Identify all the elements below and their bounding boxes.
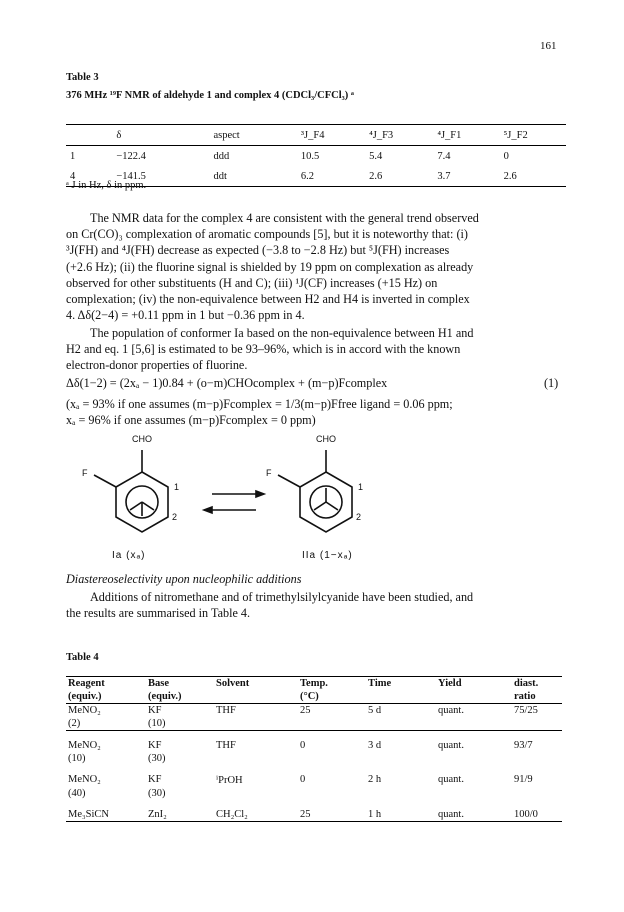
table3-caption: Table 3	[66, 72, 99, 83]
text-line: electron-donor properties of fluorine.	[66, 358, 248, 373]
solvent-cell: ⁱPrOH	[216, 775, 243, 786]
table-row	[66, 752, 562, 765]
table3-cell: −141.5	[112, 166, 209, 187]
table3-header-cell: ⁵J_F2	[500, 125, 566, 146]
section-title: Diastereoselectivity upon nucleophilic additions	[66, 572, 302, 586]
time-cell: 2 h	[368, 774, 382, 785]
temp-cell: 25	[300, 705, 311, 716]
table4-header-cell	[436, 690, 512, 704]
molecule-iia	[278, 450, 352, 532]
table3-cell: 3.7	[433, 166, 499, 187]
paragraph-conformer	[66, 325, 566, 374]
base-equiv-cell: (30)	[148, 788, 166, 799]
equation-number: (1)	[544, 376, 559, 390]
base-equiv-cell: (30)	[148, 753, 166, 764]
table3-footnote: ᵃ J in Hz, δ in ppm.	[66, 180, 147, 191]
text-line: The population of conformer Ia based on the non-equivalence between H1 and	[90, 326, 474, 340]
base-cell: KF	[148, 774, 162, 785]
text-line: (+2.6 Hz); (ii) the fluorine signal is shielded by 19 ppm on complexation as already	[66, 259, 474, 274]
table3-header-row	[66, 125, 566, 146]
table-row	[66, 704, 562, 718]
base-equiv-cell: (10)	[146, 717, 214, 731]
yield-cell: quant.	[438, 774, 464, 785]
paragraph-additions	[66, 589, 566, 621]
temp-cell: 0	[300, 774, 306, 785]
table3-cell: 2.6	[365, 166, 433, 187]
position-2-left: 2	[172, 512, 178, 522]
position-1-left: 1	[174, 482, 180, 492]
table4-header-cell: diast.	[512, 677, 562, 691]
solvent-cell: THF	[216, 705, 236, 716]
position-1-right: 1	[358, 482, 364, 492]
table3-title: 376 MHz ¹⁹F NMR of aldehyde 1 and complex 4 (CDCl₃/CFCl₃) ᵃ	[66, 90, 354, 101]
reagent-equiv-cell: (10)	[68, 753, 86, 764]
ratio-cell: 100/0	[512, 808, 562, 822]
table3-cell: ddt	[209, 166, 296, 187]
table3-cell: 5.4	[369, 150, 383, 162]
time-cell: 3 d	[368, 740, 382, 751]
table-row	[66, 773, 562, 787]
base-cell: KF	[148, 705, 162, 716]
table3-cell: 2.6	[500, 166, 566, 187]
table3-cell: ddd	[213, 150, 230, 162]
table3-cell: 4	[66, 166, 112, 187]
table4	[66, 676, 562, 822]
table-row	[66, 787, 562, 800]
text-line: H2 and eq. 1 [5,6] is estimated to be 93–96%, which is in accord with the known	[66, 342, 461, 357]
table3-cell: 7.4	[437, 150, 451, 162]
table3	[66, 124, 566, 187]
reagent-cell: MeNO₂	[68, 705, 101, 716]
text-line: the results are summarised in Table 4.	[66, 606, 251, 621]
table4-header-cell	[366, 690, 436, 704]
reagent-cell: MeNO₂	[68, 774, 101, 785]
text-line: 4. Δδ(2−4) = +0.11 ppm in 1 but −0.36 ppm in 4.	[66, 308, 305, 323]
solvent-cell: CH₂Cl₂	[214, 808, 298, 822]
f-label-right: F	[266, 468, 272, 478]
scheme-drawing	[60, 430, 460, 570]
equation: Δδ(1−2) = (2xₐ − 1)0.84 + (o−m)CHOcomplex + (m−p)Fcomplex	[66, 376, 388, 390]
text-line: The NMR data for the complex 4 are consistent with the general trend observed	[90, 211, 479, 225]
table3-cell: 1	[70, 150, 76, 162]
conformer-label-ia: Ia (xₐ)	[112, 550, 146, 561]
f-label-left: F	[82, 468, 88, 478]
table4-header-cell: (equiv.)	[146, 690, 214, 704]
reagent-cell: Me₃SiCN	[66, 808, 146, 822]
molecule-ia	[94, 450, 168, 532]
table-row	[66, 717, 562, 731]
table4-header-cell: (°C)	[298, 690, 366, 704]
reagent-equiv-cell: (2)	[66, 717, 146, 731]
table4-header-row	[66, 677, 562, 691]
table4-header-cell: Time	[366, 677, 436, 691]
solvent-cell: THF	[216, 740, 236, 751]
table4-header-cell: Reagent	[66, 677, 146, 691]
table4-header-row	[66, 690, 562, 704]
table4-header-cell: Temp.	[298, 677, 366, 691]
table3-cell: 0	[503, 150, 509, 162]
table4-header-cell: Base	[146, 677, 214, 691]
text-line: xₐ = 96% if one assumes (m−p)Fcomplex = 0 ppm)	[66, 413, 316, 428]
table3-header-cell: ⁴J_F3	[365, 125, 433, 146]
reagent-equiv-cell: (40)	[68, 788, 86, 799]
text-line: ³J(FH) and ⁴J(FH) decrease as expected (−3.8 to −2.8 Hz) but ⁵J(FH) increases	[66, 243, 450, 258]
table4-header-cell: Yield	[436, 677, 512, 691]
table3-header-cell: ³J_F4	[297, 125, 365, 146]
conformer-scheme	[60, 430, 460, 570]
ratio-cell: 91/9	[514, 774, 533, 785]
table3-header-cell	[66, 125, 112, 146]
time-cell: 5 d	[368, 705, 382, 716]
text-line: Additions of nitromethane and of trimethylsilylcyanide have been studied, and	[90, 590, 474, 604]
text-line: (xₐ = 93% if one assumes (m−p)Fcomplex = 1/3(m−p)Ffree ligand = 0.06 ppm;	[66, 397, 453, 411]
conformer-label-iia: IIa (1−xₐ)	[302, 550, 353, 561]
table4-header-cell: Solvent	[214, 677, 298, 691]
table3-cell: 6.2	[297, 166, 365, 187]
reagent-cell: MeNO₂	[68, 740, 101, 751]
table4-caption: Table 4	[66, 652, 99, 663]
ratio-cell: 93/7	[514, 740, 533, 751]
yield-cell: quant.	[438, 705, 464, 716]
table4-header-cell	[214, 690, 298, 704]
table-row	[66, 146, 566, 167]
table-row	[66, 808, 562, 822]
table3-header-cell: ⁴J_F1	[433, 125, 499, 146]
table4-header-cell: (equiv.)	[66, 690, 146, 704]
cho-label-right: CHO	[316, 434, 336, 444]
page-number: 161	[540, 40, 557, 52]
position-2-right: 2	[356, 512, 362, 522]
yield-cell: quant.	[438, 740, 464, 751]
table3-header-cell: δ	[112, 125, 209, 146]
text-line: complexation; (iv) the non-equivalence between H2 and H4 is inverted in complex	[66, 292, 470, 307]
time-cell: 1 h	[366, 808, 436, 822]
temp-cell: 0	[300, 740, 306, 751]
yield-cell: quant.	[436, 808, 512, 822]
text-line: observed for other substituents (H and C); (iii) ¹J(CF) increases (+15 Hz) on	[66, 275, 438, 290]
table-row	[66, 739, 562, 752]
base-cell: KF	[148, 740, 162, 751]
equation-note	[66, 396, 566, 428]
table3-header-cell: aspect	[209, 125, 296, 146]
paragraph-nmr	[66, 210, 566, 323]
ratio-cell: 75/25	[514, 705, 538, 716]
base-cell: ZnI₂	[146, 808, 214, 822]
text-line: on Cr(CO)₃ complexation of aromatic compounds [5], but it is noteworthy that: (i)	[66, 227, 468, 242]
table3-cell: 10.5	[300, 150, 320, 162]
table3-cell: −122.4	[116, 150, 146, 162]
cho-label-left: CHO	[132, 434, 152, 444]
table4-header-cell: ratio	[512, 690, 562, 704]
temp-cell: 25	[298, 808, 366, 822]
equilibrium-arrows	[204, 491, 264, 513]
